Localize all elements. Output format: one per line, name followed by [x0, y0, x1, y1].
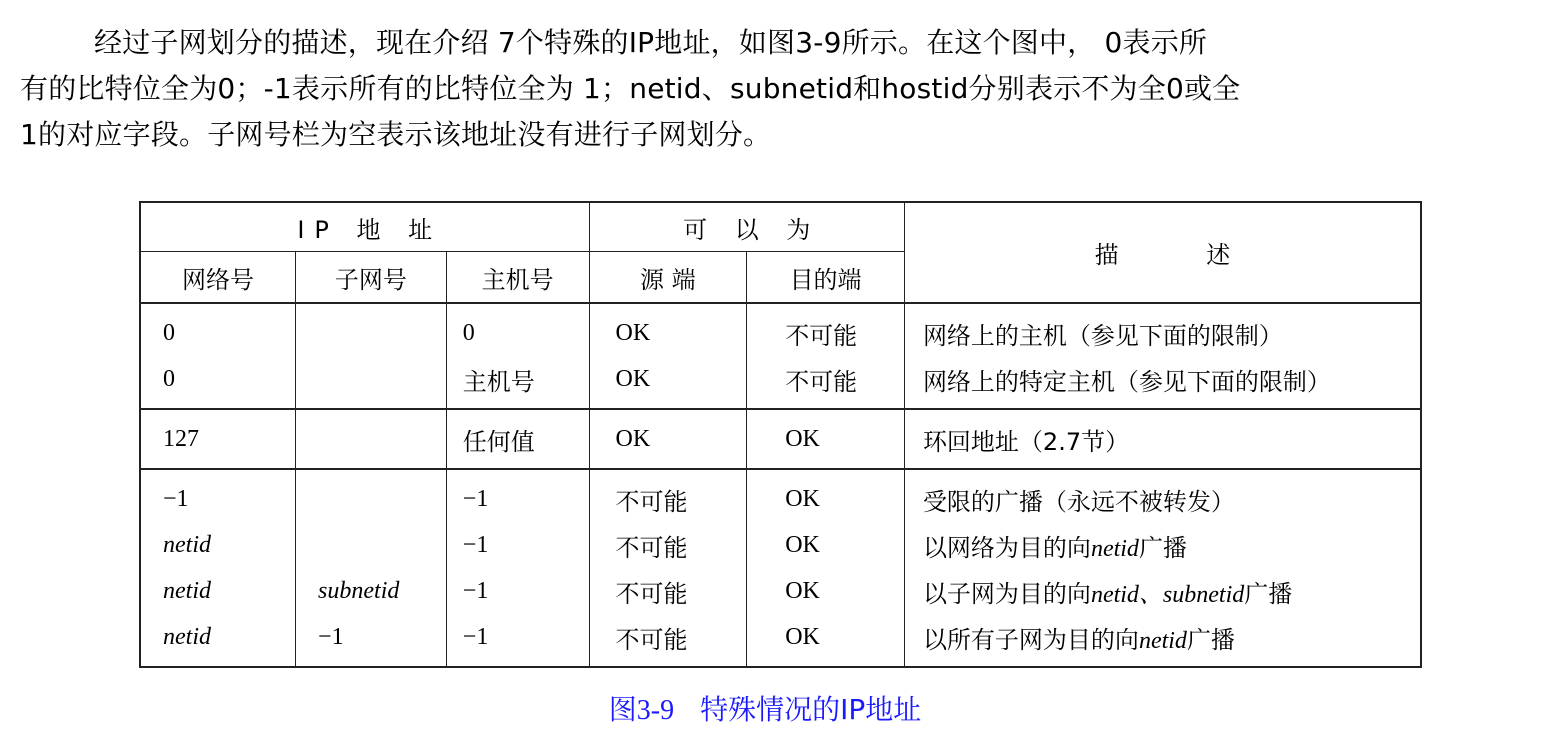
cell-network: netid	[140, 614, 296, 667]
header-can-be: 可 以 为	[589, 202, 904, 252]
cell-host: 0	[446, 303, 589, 356]
cell-host: 任何值	[446, 409, 589, 469]
cell-description: 以网络为目的向netid广播	[904, 522, 1421, 568]
cell-description: 网络上的主机（参见下面的限制）	[904, 303, 1421, 356]
header-host: 主机号	[446, 252, 589, 304]
cell-host: −1	[446, 614, 589, 667]
cell-subnet: −1	[296, 614, 447, 667]
cell-description: 环回地址（2.7节）	[904, 409, 1421, 469]
cell-destination: OK	[747, 614, 905, 667]
cell-source: OK	[589, 356, 747, 409]
intro-paragraph	[20, 20, 1510, 158]
cell-source: 不可能	[589, 568, 747, 614]
cell-subnet	[296, 409, 447, 469]
cell-network: netid	[140, 568, 296, 614]
cell-destination: 不可能	[747, 356, 905, 409]
row-group-this-network	[140, 303, 1421, 409]
cell-network: netid	[140, 522, 296, 568]
table-row	[140, 469, 1421, 522]
paragraph-line-3: 1的对应字段。子网号栏为空表示该地址没有进行子网划分。	[20, 118, 772, 151]
cell-subnet	[296, 303, 447, 356]
cell-host: −1	[446, 522, 589, 568]
cell-host: 主机号	[446, 356, 589, 409]
table-row	[140, 568, 1421, 614]
figure-title: 特殊情况的IP地址	[700, 693, 922, 726]
cell-host: −1	[446, 568, 589, 614]
table-row	[140, 409, 1421, 469]
cell-source: OK	[589, 409, 747, 469]
cell-destination: OK	[747, 409, 905, 469]
special-ip-table	[139, 201, 1422, 668]
cell-subnet	[296, 522, 447, 568]
cell-subnet	[296, 356, 447, 409]
header-ip-address: IP 地 址	[140, 202, 589, 252]
cell-destination: OK	[747, 469, 905, 522]
cell-source: 不可能	[589, 469, 747, 522]
cell-source: OK	[589, 303, 747, 356]
table-row	[140, 614, 1421, 667]
cell-destination: OK	[747, 568, 905, 614]
cell-source: 不可能	[589, 614, 747, 667]
header-description: 描 述	[904, 202, 1421, 303]
cell-network: 0	[140, 303, 296, 356]
cell-destination: 不可能	[747, 303, 905, 356]
header-source: 源 端	[589, 252, 747, 304]
header-destination: 目的端	[747, 252, 905, 304]
cell-subnet	[296, 469, 447, 522]
table-row	[140, 356, 1421, 409]
paragraph-line-1: 经过子网划分的描述，现在介绍 7个特殊的IP地址，如图3-9所示。在这个图中， 0表示所	[94, 26, 1208, 59]
row-group-broadcast	[140, 469, 1421, 667]
figure-caption	[0, 688, 1530, 728]
row-group-loopback	[140, 409, 1421, 469]
cell-description: 网络上的特定主机（参见下面的限制）	[904, 356, 1421, 409]
table-row	[140, 522, 1421, 568]
cell-network: 0	[140, 356, 296, 409]
cell-destination: OK	[747, 522, 905, 568]
cell-source: 不可能	[589, 522, 747, 568]
cell-subnet: subnetid	[296, 568, 447, 614]
cell-network: 127	[140, 409, 296, 469]
cell-host: −1	[446, 469, 589, 522]
header-network: 网络号	[140, 252, 296, 304]
paragraph-line-2: 有的比特位全为0；-1表示所有的比特位全为 1；netid、subnetid和hostid分别表示不为全0或全	[20, 72, 1241, 105]
cell-description: 以所有子网为目的向netid广播	[904, 614, 1421, 667]
figure-number: 图3-9	[608, 695, 675, 726]
cell-network: −1	[140, 469, 296, 522]
table-row	[140, 303, 1421, 356]
cell-description: 以子网为目的向netid、subnetid广播	[904, 568, 1421, 614]
cell-description: 受限的广播（永远不被转发）	[904, 469, 1421, 522]
header-subnet: 子网号	[296, 252, 447, 304]
